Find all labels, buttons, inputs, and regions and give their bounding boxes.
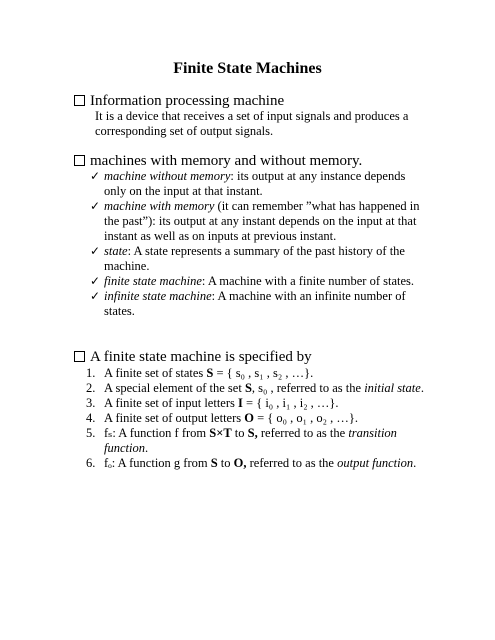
section-information-processing: [74, 92, 284, 110]
term: machine without memory: [104, 169, 231, 183]
checkmark-icon: ✓: [90, 274, 101, 288]
checkbox-square-icon: [74, 95, 85, 106]
list-item: [90, 199, 430, 244]
checkmark-icon: ✓: [90, 289, 101, 303]
definition: : A state represents a summary of the past history of the machine.: [104, 244, 405, 273]
list-item: 2. A special element of the set S, s₀ , referred to as the initial state.: [86, 381, 424, 395]
term: infinite state machine: [104, 289, 212, 303]
definition: : A machine with a finite number of states.: [201, 274, 415, 288]
list-item: [90, 274, 430, 289]
section-heading: Information processing machine: [90, 93, 285, 109]
list-item: 6. fₒ: A function g from S to O, referred to as the output function.: [86, 456, 417, 470]
checkbox-square-icon: [74, 155, 85, 166]
section-paragraph: It is a device that receives a set of input signals and produces a corresponding set of output signals.: [95, 109, 409, 138]
fsm-numbered-list: [86, 366, 436, 471]
checkmark-icon: ✓: [90, 244, 101, 258]
list-item: [90, 244, 430, 274]
section-heading: machines with memory and without memory.: [90, 153, 363, 169]
item-number: 4.: [86, 411, 96, 425]
item-number: 1.: [86, 366, 96, 380]
term: finite state machine: [104, 274, 202, 288]
list-item: 1. A finite set of states S = { s₀ , s₁ , s₂ , …}.: [86, 366, 314, 380]
list-item: [90, 289, 430, 319]
list-item: [90, 169, 430, 199]
definition: (it can remember ”what has happened in the past”): its output at any instant depends on the input at that instant as well as on inputs at previous instant.: [104, 199, 420, 243]
definition: : its output at any instance depends only on the input at that instant.: [104, 169, 406, 198]
item-number: 3.: [86, 396, 96, 410]
item-number: 5.: [86, 426, 96, 440]
list-item: 3. A finite set of input letters I = { i₀ , i₁ , i₂ , …}.: [86, 396, 339, 410]
section-heading: A finite state machine is specified by: [90, 349, 312, 365]
term: machine with memory: [104, 199, 215, 213]
page-title: Finite State Machines: [173, 60, 322, 77]
checkbox-square-icon: [74, 351, 85, 362]
item-number: 6.: [86, 456, 96, 470]
definition: : A machine with an infinite number of states.: [104, 289, 406, 318]
item-number: 2.: [86, 381, 96, 395]
term: state: [104, 244, 128, 258]
list-item: 5. fₛ: A function f from S×T to S, referred to as the transition function.: [86, 426, 397, 455]
memory-check-list: [90, 169, 430, 319]
checkmark-icon: ✓: [90, 169, 101, 183]
section-memory: [74, 152, 362, 170]
checkmark-icon: ✓: [90, 199, 101, 213]
section-fsm-specification: [74, 348, 312, 366]
list-item: 4. A finite set of output letters O = { o₀ , o₁ , o₂ , …}.: [86, 411, 358, 425]
